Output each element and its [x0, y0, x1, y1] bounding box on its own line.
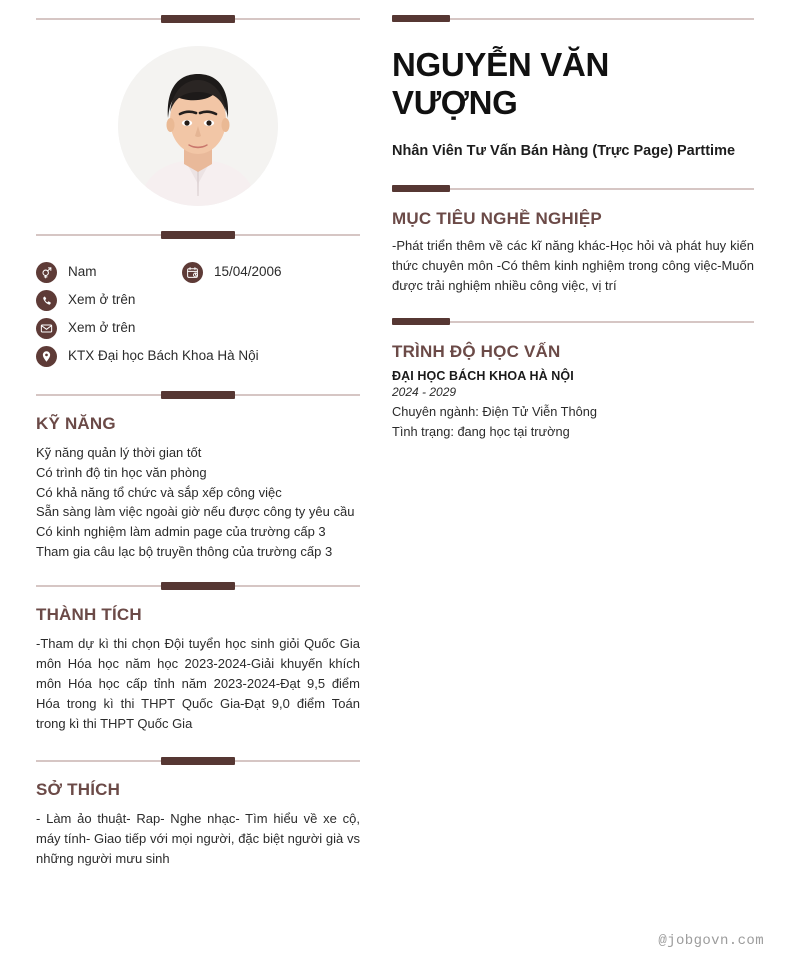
objective-text: -Phát triển thêm về các kĩ năng khác-Học hỏi và phát huy kiến thức chuyên môn -Có thêm kinh nghiệm trong công việc-Muốn được trải nghiệm nhiều công việc, vị trí — [392, 238, 754, 294]
divider-thick-segment — [392, 185, 450, 192]
left-column — [36, 14, 360, 870]
divider-below-photo — [36, 230, 360, 240]
skill-item: Có khả năng tổ chức và sắp xếp công việc — [36, 484, 282, 500]
section-objective — [392, 209, 754, 296]
email-icon — [36, 318, 57, 339]
skill-item: Có trình độ tin học văn phòng — [36, 464, 207, 480]
divider-thick-segment — [161, 15, 235, 23]
avatar — [118, 46, 278, 206]
contact-item-email — [36, 318, 135, 339]
phone-icon — [36, 290, 57, 311]
contact-block — [36, 240, 360, 373]
objective-heading: MỤC TIÊU NGHỀ NGHIỆP — [392, 209, 602, 228]
contact-row — [36, 315, 360, 342]
education-heading: TRÌNH ĐỘ HỌC VẤN — [392, 342, 561, 362]
divider-thick-segment — [392, 15, 450, 22]
section-education — [392, 342, 754, 440]
divider-thick-segment — [161, 757, 235, 765]
contact-item-address — [36, 346, 259, 367]
skills-heading: KỸ NĂNG — [36, 414, 116, 433]
education-school: ĐẠI HỌC BÁCH KHOA HÀ NỘI — [392, 369, 574, 384]
phone-value: Xem ở trên — [68, 292, 136, 308]
divider-thick-segment — [161, 582, 235, 590]
contact-item-phone — [36, 290, 135, 311]
contact-item-gender — [36, 262, 182, 283]
skill-item: Kỹ năng quản lý thời gian tốt — [36, 445, 202, 460]
divider-above-skills — [36, 390, 360, 400]
contact-item-birthdate — [182, 262, 282, 283]
divider-top-right — [392, 14, 754, 24]
education-years: 2024 - 2029 — [392, 385, 457, 400]
divider-thick-segment — [161, 391, 235, 399]
page-title: NGUYỄN VĂN VƯỢNG — [392, 46, 610, 122]
achievements-heading: THÀNH TÍCH — [36, 604, 142, 624]
contact-row — [36, 287, 360, 314]
divider-thick-segment — [392, 318, 450, 325]
gender-icon — [36, 262, 57, 283]
section-hobbies — [36, 780, 360, 869]
divider-above-hobbies — [36, 756, 360, 766]
divider-above-achievements — [36, 581, 360, 591]
job-title: Nhân Viên Tư Vấn Bán Hàng (Trực Page) Parttime — [392, 142, 736, 159]
contact-row — [36, 259, 360, 286]
calendar-icon — [182, 262, 203, 283]
photo-container — [36, 24, 360, 230]
email-value: Xem ở trên — [68, 320, 136, 336]
divider-thick-segment — [161, 231, 235, 239]
achievements-text: -Tham dự kì thi chọn Đội tuyển học sinh giỏi Quốc Gia môn Hóa học năm học 2023-2024-Giải khuyến khích môn Hóa học cấp tỉnh năm 2023-2024-Đạt 9,5 điểm Hóa trong kì thi THPT Quốc Gia-Đạt 9,0 điểm Toán trong kì thi THPT Quốc Gia — [36, 635, 360, 732]
education-status: Tình trạng: đang học tại trường — [392, 423, 570, 439]
divider-top-left — [36, 14, 360, 24]
footer-watermark: @jobgovn.com — [658, 933, 764, 949]
birthdate-value: 15/04/2006 — [214, 264, 282, 280]
education-major: Chuyên ngành: Điện Tử Viễn Thông — [392, 404, 597, 420]
location-icon — [36, 346, 57, 367]
divider-above-education — [392, 317, 754, 327]
section-skills — [36, 414, 360, 562]
skill-item: Có kinh nghiệm làm admin page của trường cấp 3 — [36, 524, 326, 539]
address-value: KTX Đại học Bách Khoa Hà Nội — [68, 348, 259, 364]
section-achievements — [36, 605, 360, 735]
skill-item: Sẵn sàng làm việc ngoài giờ nếu được công ty yêu cầu — [36, 504, 355, 520]
skill-item: Tham gia câu lạc bộ truyền thông của trường cấp 3 — [36, 543, 333, 559]
gender-value: Nam — [68, 264, 97, 280]
hobbies-text: - Làm ảo thuật- Rap- Nghe nhạc- Tìm hiểu về xe cộ, máy tính- Giao tiếp với mọi người, đặc biệt người già vs những người mưu sinh — [36, 811, 360, 867]
divider-above-objective — [392, 184, 754, 194]
right-column — [392, 14, 754, 441]
hobbies-heading: SỞ THÍCH — [36, 780, 121, 800]
contact-row — [36, 343, 360, 370]
